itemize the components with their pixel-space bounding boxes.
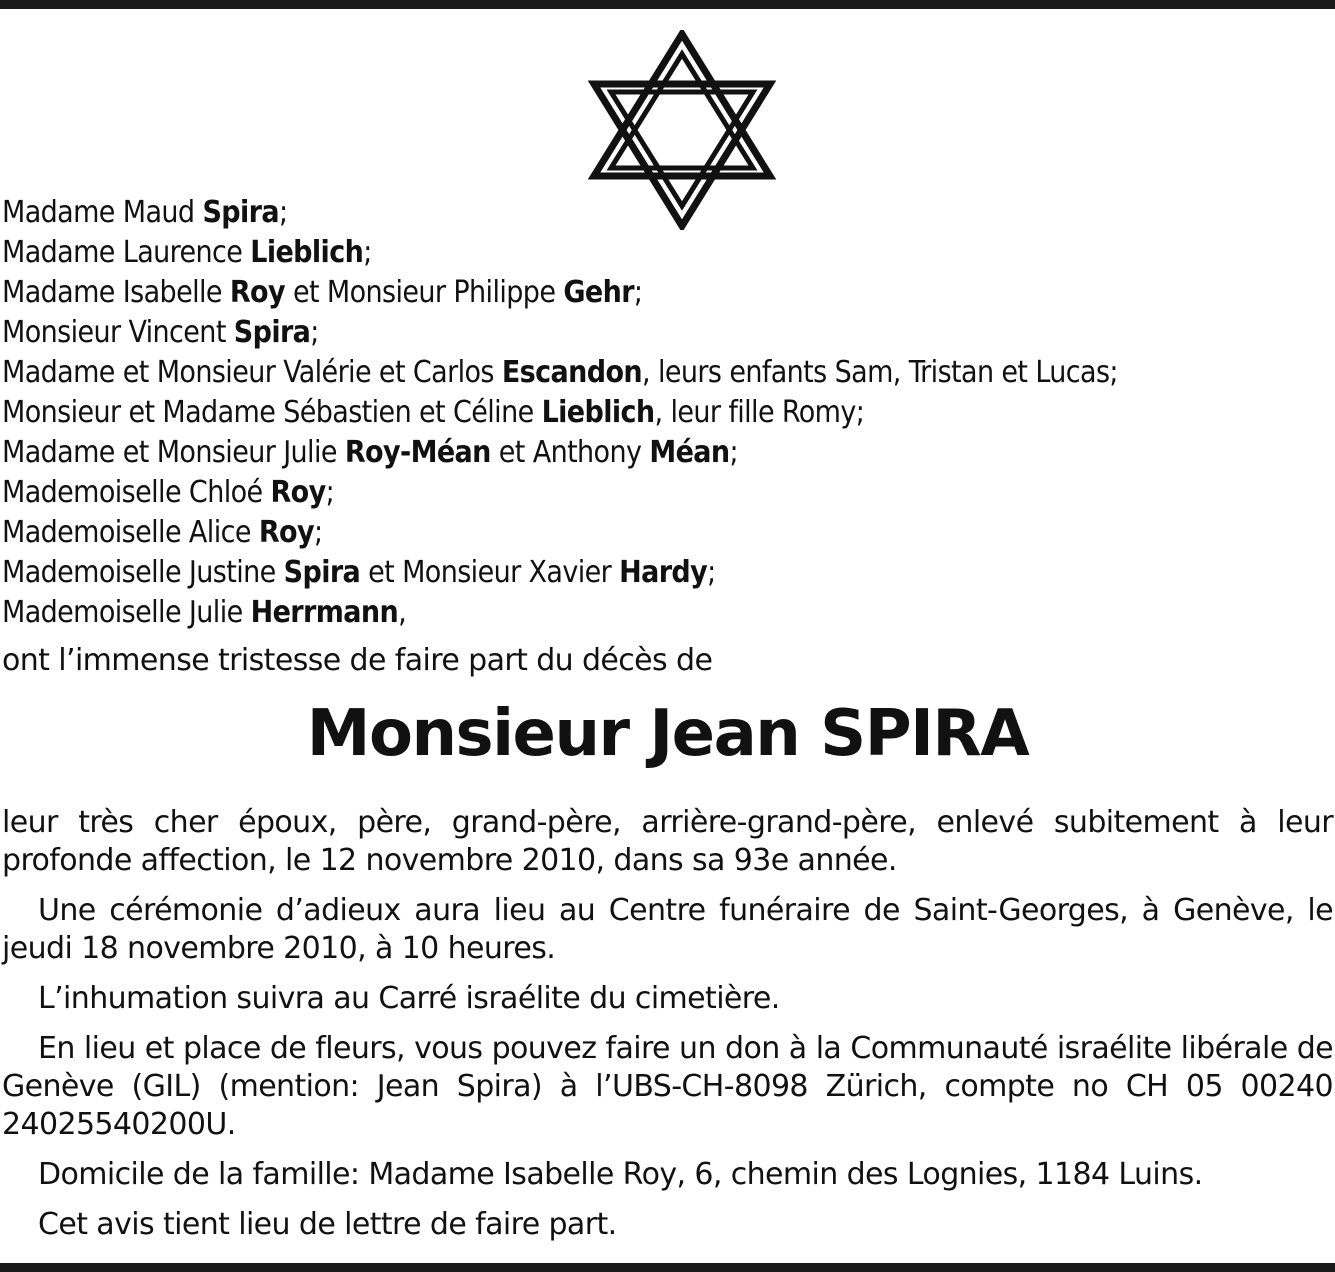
- mourner-line: Monsieur et Madame Sébastien et Céline Lieblich, leur fille Romy;: [2, 395, 865, 430]
- paragraph-closing: Cet avis tient lieu de lettre de faire part.: [38, 1207, 617, 1242]
- mourner-line: Madame Laurence Lieblich;: [2, 235, 372, 270]
- mourner-line: Madame et Monsieur Julie Roy-Méan et Anthony Méan;: [2, 435, 739, 470]
- mourner-line: Mademoiselle Chloé Roy;: [2, 475, 335, 510]
- paragraph-tribute: leur très cher époux, père, grand-père, arrière-grand-père, enlevé subitement à leur profonde affection, le 12 novembre 2010, dans sa 93e année.: [2, 805, 1333, 878]
- paragraph-ceremony: Une cérémonie d’adieux aura lieu au Centre funéraire de Saint-Georges, à Genève, le jeudi 18 novembre 2010, à 10 heures.: [2, 893, 1333, 966]
- mourner-line: Madame Maud Spira;: [2, 195, 288, 230]
- notice-body: [2, 804, 1333, 1256]
- bottom-border-rule: [0, 1263, 1335, 1272]
- paragraph-family-address: Domicile de la famille: Madame Isabelle Roy, 6, chemin des Lognies, 1184 Luins.: [38, 1157, 1203, 1192]
- mourners-list: [2, 193, 1322, 633]
- mourner-line: Mademoiselle Justine Spira et Monsieur Xavier Hardy;: [2, 555, 716, 590]
- paragraph-donation: En lieu et place de fleurs, vous pouvez faire un don à la Communauté israélite libérale de Genève (GIL) (mention: Jean Spira) à l’UBS-CH-8098 Zürich, compte no CH 05 00240 24025540200U.: [2, 1031, 1333, 1142]
- mourner-line: Mademoiselle Alice Roy;: [2, 515, 323, 550]
- mourner-line: Mademoiselle Julie Herrmann,: [2, 595, 407, 630]
- mourner-line: Madame et Monsieur Valérie et Carlos Escandon, leurs enfants Sam, Tristan et Lucas;: [2, 355, 1118, 390]
- announcement-intro: ont l’immense tristesse de faire part du décès de: [2, 643, 713, 678]
- mourner-line: Monsieur Vincent Spira;: [2, 315, 319, 350]
- mourner-line: Madame Isabelle Roy et Monsieur Philippe Gehr;: [2, 275, 643, 310]
- top-border-rule: [0, 0, 1335, 9]
- paragraph-burial: L’inhumation suivra au Carré israélite du cimetière.: [38, 981, 780, 1016]
- deceased-name: Monsieur Jean SPIRA: [306, 697, 1029, 771]
